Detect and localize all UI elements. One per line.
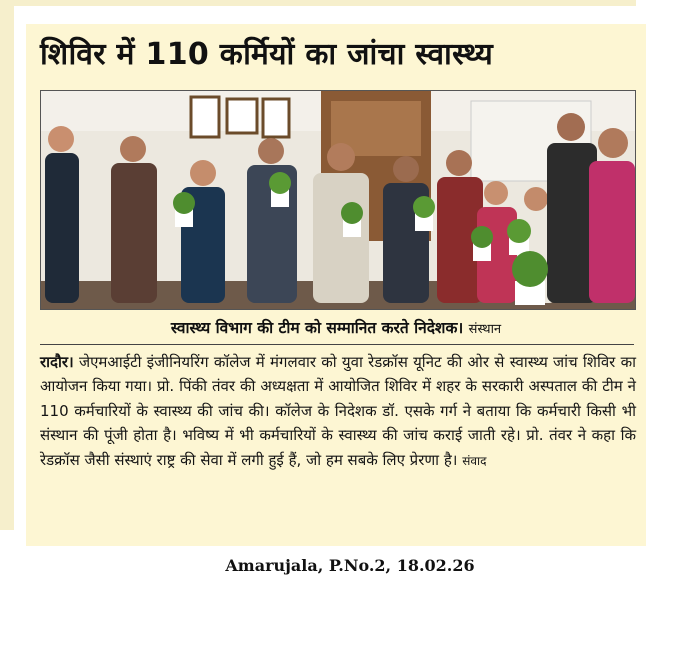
paper-left-edge bbox=[0, 0, 14, 530]
group-photo-illustration bbox=[41, 91, 635, 309]
dateline: रादौर। bbox=[40, 353, 74, 371]
byline: संवाद bbox=[462, 453, 487, 468]
article-body-text: जेएमआईटी इंजीनियरिंग कॉलेज में मंगलवार को युवा रेडक्रॉस यूनिट की ओर से स्वास्थ्य जांच शिविर का आयोजन किया गया। प्रो. पिंकी तंवर की अध्यक्षता में आयोजित शिविर में शहर के सरकारी अस्पताल की टीम ने 110 कर्मचारियों के स्वास्थ्य की जांच की। कॉलेज के निदेशक डॉ. एसके गर्ग ने बताया कि कर्मचारी किसी भी संस्थान की पूंजी होता है। भविष्य में भी कर्मचारियों के स्वास्थ्य की जांच कराई जाती रहे। प्रो. तंवर ने कहा कि रेडक्रॉस जैसी संस्थाएं राष्ट्र की सेवा में लगी हुई हैं, जो हम सबके लिए प्रेरणा है। bbox=[40, 353, 636, 469]
headline: शिविर में 110 कर्मियों का जांचा स्वास्थ्य bbox=[40, 37, 494, 72]
source-citation: Amarujala, P.No.2, 18.02.26 bbox=[225, 556, 475, 575]
paper-top-edge bbox=[0, 0, 636, 6]
caption-text: स्वास्थ्य विभाग की टीम को सम्मानित करते निदेशक। bbox=[170, 319, 464, 337]
article-body bbox=[40, 350, 636, 473]
photo-credit: संस्थान bbox=[468, 322, 502, 337]
newspaper-clipping bbox=[26, 24, 646, 546]
caption-divider bbox=[40, 344, 634, 345]
photo-caption bbox=[26, 316, 646, 338]
news-photo bbox=[40, 90, 636, 310]
